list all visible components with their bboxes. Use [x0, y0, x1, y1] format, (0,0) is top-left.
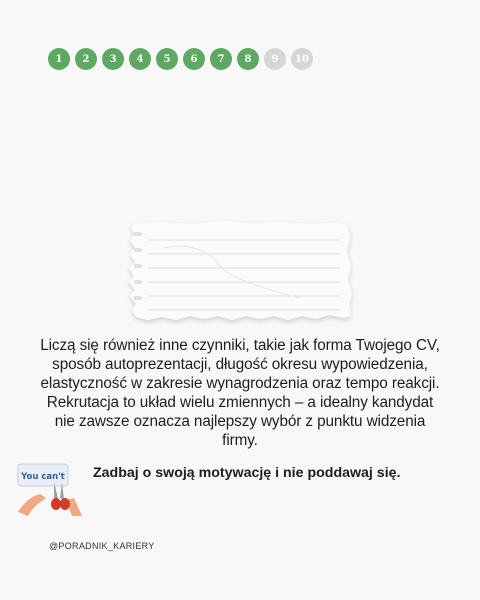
step-10: 10	[291, 48, 313, 70]
step-3: 3	[102, 48, 124, 70]
social-handle: @PORADNIK_KARIERY	[49, 541, 155, 551]
svg-text:You can't: You can't	[21, 472, 65, 482]
step-4: 4	[129, 48, 151, 70]
step-5: 5	[156, 48, 178, 70]
progress-steps	[48, 48, 313, 70]
step-2: 2	[75, 48, 97, 70]
torn-notebook-paper-illustration	[120, 218, 360, 328]
main-paragraph: Liczą się również inne czynniki, takie jak forma Twojego CV, sposób autoprezentacji, długość okresu wypowiedzenia, elastyczność w zakresie wynagrodzenia oraz tempo reakcji. Rekrutacja to układ wielu zmiennych – a idealny kandydat nie zawsze oznacza najlepszy wybór z punktu widzenia firmy.	[40, 337, 440, 449]
step-6: 6	[183, 48, 205, 70]
step-1: 1	[48, 48, 70, 70]
step-8: 8	[237, 48, 259, 70]
step-9: 9	[264, 48, 286, 70]
step-7: 7	[210, 48, 232, 70]
scissors-cutting-sign-illustration	[14, 458, 90, 520]
tip-text: Zadbaj o swoją motywację i nie poddawaj się.	[93, 465, 401, 481]
